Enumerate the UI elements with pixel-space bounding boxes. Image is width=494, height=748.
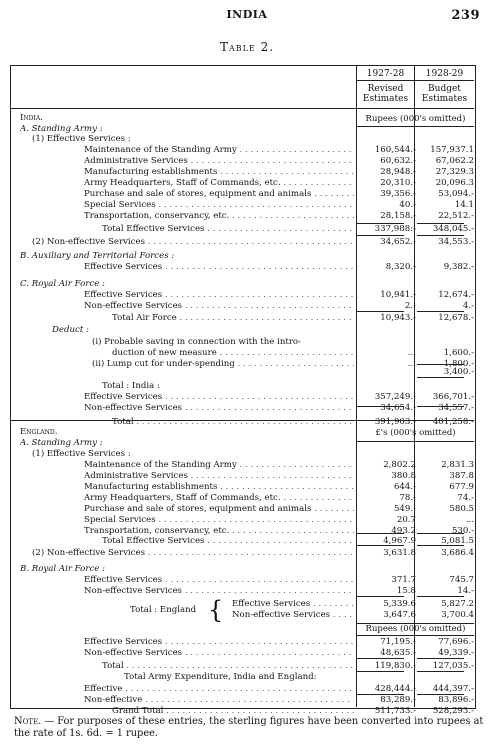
england-total-row: [12, 599, 472, 610]
india-row: [12, 392, 472, 403]
grand-total-revised-value: 83,289.-: [380, 695, 416, 705]
india-label: C. Royal Air Force :: [20, 279, 105, 289]
england-rupee-revised-value: 119,830.-: [374, 661, 416, 671]
england-row: [12, 438, 472, 449]
india-label: Transportation, conservancy, etc. . . .: [84, 211, 354, 222]
grand-total-revised-value: 511,733.-: [374, 706, 416, 716]
brace: {: [208, 596, 224, 624]
india-label: Deduct :: [52, 325, 89, 335]
england-revised-value: 644.-: [393, 482, 416, 492]
england-total-label: Non-effective Services . . .: [232, 610, 354, 621]
india-row: [12, 211, 472, 222]
india-revised-value: 10,943.-: [380, 313, 416, 323]
england-row: [12, 449, 472, 460]
india-label: Maintenance of the Standing Army . . .: [84, 145, 354, 156]
india-row: [12, 156, 472, 167]
india-row: [12, 290, 472, 301]
england-row: [12, 482, 472, 493]
england-total-label: Total : England: [130, 605, 197, 615]
rule: [357, 545, 404, 546]
grand-total-row: [12, 695, 472, 706]
england-heading: England.: [20, 427, 58, 437]
rule: [357, 694, 404, 695]
india-row: [12, 337, 472, 348]
england-label: B. Royal Air Force :: [20, 564, 105, 574]
rule: [417, 364, 464, 365]
india-budget-value: 20,096.3: [435, 178, 474, 188]
india-label: Non-effective Services . . .: [84, 301, 354, 312]
england-total-revised-value: 5,339.6: [383, 599, 416, 609]
grand-total-revised-value: 428,444.-: [374, 684, 416, 694]
grand-total-budget-value: 528,293.-: [432, 706, 474, 716]
india-revised-value: 337,988:-: [374, 224, 416, 234]
india-revised-value: 28,948.-: [380, 167, 416, 177]
grand-total-label: Non-effective . . .: [84, 695, 354, 706]
india-row: [12, 262, 472, 273]
india-budget-value: 157,937.1: [430, 145, 474, 155]
england-budget-value: 14.-: [457, 586, 474, 596]
england-label: Maintenance of the Standing Army . . .: [84, 460, 354, 471]
england-budget-value: 387.8: [449, 471, 474, 481]
rule: [357, 235, 404, 236]
india-budget-value: 34,557.-: [438, 403, 474, 413]
england-label: A. Standing Army :: [20, 438, 103, 448]
england-revised-value: 371.7: [391, 575, 416, 585]
england-row: [12, 515, 472, 526]
col2-year: 1928-29: [425, 69, 464, 79]
india-budget-value: 1,800.-: [443, 359, 474, 369]
col2-sub1: Budget: [428, 84, 461, 94]
india-row: [12, 367, 472, 378]
india-row: [12, 313, 472, 324]
rule: [417, 223, 464, 224]
england-revised-value: 493.2: [391, 526, 416, 536]
england-units: £'s (000's omitted): [375, 428, 456, 438]
running-title: INDIA: [226, 8, 268, 21]
england-label: Effective Services . . .: [84, 575, 354, 586]
footnote-text: — For purposes of these entries, the sterling figures have been converted into rupees at the rate of 1s. 6d. = 1 rupee.: [14, 716, 484, 739]
england-rupee-row: [12, 637, 472, 648]
india-revised-value: 60,632.-: [380, 156, 416, 166]
india-budget-value: 9,382.-: [443, 262, 474, 272]
england-budget-value: 745.7: [449, 575, 474, 585]
england-label: Total Effective Services . . .: [102, 536, 354, 547]
england-revised-value: 3,631.8: [383, 548, 416, 558]
england-label: Administrative Services . . .: [84, 471, 354, 482]
india-revised-value: ...: [407, 359, 416, 369]
page-number: 239: [451, 8, 480, 23]
india-row: [12, 251, 472, 262]
england-revised-value: 549.-: [393, 504, 416, 514]
india-budget-value: 348,045.-: [432, 224, 474, 234]
india-units: Rupees (000's omitted): [365, 114, 466, 124]
india-label: Administrative Services . . .: [84, 156, 354, 167]
england-revised-value: 15.8: [396, 586, 416, 596]
india-label: (2) Non-effective Services . . .: [32, 237, 354, 248]
england-rupee-label: Total . . .: [102, 661, 354, 672]
india-budget-value: 4.-: [462, 301, 474, 311]
india-revised-value: 8,320.-: [385, 262, 416, 272]
footnote-prefix: Note.: [14, 716, 42, 727]
header-bottom-rule: [10, 108, 474, 109]
england-revised-value: 4,967.9: [383, 536, 416, 546]
england-rupee-budget-value: 49,339.-: [438, 648, 474, 658]
section-divider: [10, 420, 474, 421]
india-label: Total : India :: [102, 381, 160, 391]
england-revised-value: 380.8: [391, 471, 416, 481]
india-label: Non-effective Services . . .: [84, 403, 354, 414]
india-budget-value: 12,674.-: [438, 290, 474, 300]
india-revised-value: 39,356.-: [380, 189, 416, 199]
india-label: (1) Effective Services :: [32, 134, 131, 144]
grand-total-budget-value: 444,397.-: [432, 684, 474, 694]
india-budget-value: 366,701.-: [432, 392, 474, 402]
india-label: (i) Probable saving in connection with the intro-: [92, 337, 302, 347]
england-budget-value: 5,081.5: [441, 536, 474, 546]
rule: [417, 235, 464, 236]
india-revised-value: 160,544.-: [374, 145, 416, 155]
england-budget-value: 74.-: [457, 493, 474, 503]
england-revised-value: 78.-: [399, 493, 416, 503]
england-rupee-revised-value: 48,635.-: [380, 648, 416, 658]
india-revised-value: 10,941.-: [380, 290, 416, 300]
india-revised-value: 34,654.-: [380, 403, 416, 413]
england-label: Purchase and sale of stores, equipment and animals . . .: [84, 504, 354, 515]
india-row: [12, 279, 472, 290]
grand-total-label: Effective . . .: [84, 684, 354, 695]
england-total-row: [12, 610, 472, 621]
india-label: (ii) Lump cut for under-spending . . .: [92, 359, 354, 370]
rule: [417, 377, 464, 378]
england-budget-value: 677.9: [449, 482, 474, 492]
india-label: A. Standing Army :: [20, 124, 103, 134]
india-label: Effective Services . . .: [84, 290, 354, 301]
england-rupee-label: Effective Services . . .: [84, 637, 354, 648]
india-budget-value: 27,329.3: [435, 167, 474, 177]
england-row: [12, 564, 472, 575]
rule: [417, 545, 464, 546]
india-budget-value: 3,400.-: [443, 367, 474, 377]
india-budget-value: 401,258.-: [432, 417, 474, 427]
india-label: Total Effective Services . . .: [102, 224, 354, 235]
grand-heading-row: [12, 672, 472, 683]
india-heading: India.: [20, 113, 43, 123]
grand-heading: Total Army Expenditure, India and England:: [124, 672, 317, 682]
rule: [417, 596, 464, 597]
col2-sub2: Estimates: [421, 94, 468, 104]
england-budget-value: 2,831.3: [441, 460, 474, 470]
england-row: [12, 548, 472, 559]
england-rupee-label: Non-effective Services . . .: [84, 648, 354, 659]
table-title: Table 2.: [219, 40, 275, 54]
rule: [417, 311, 464, 312]
rule: [417, 406, 464, 407]
england-label: (1) Effective Services :: [32, 449, 131, 459]
year-underline: [356, 80, 474, 81]
rule: [357, 533, 404, 534]
india-label: Special Services . . .: [84, 200, 354, 211]
india-label: Army Headquarters, Staff of Commands, etc. . . .: [84, 178, 354, 189]
col1-sub1: Revised: [367, 84, 404, 94]
rule: [357, 596, 404, 597]
india-row: [12, 178, 472, 189]
india-revised-value: 20,310.-: [380, 178, 416, 188]
india-revised-value: 34,652.-: [380, 237, 416, 247]
england-label: (2) Non-effective Services . . .: [32, 548, 354, 559]
england-row: [12, 504, 472, 515]
india-row: [12, 381, 472, 392]
india-budget-value: 34,553.-: [438, 237, 474, 247]
india-budget-value: 12,678.-: [438, 313, 474, 323]
india-revised-value: 391,903.-: [374, 417, 416, 427]
india-row: [12, 237, 472, 248]
india-label: Purchase and sale of stores, equipment and animals . . .: [84, 189, 354, 200]
india-row: [12, 134, 472, 145]
england-budget-value: 3,686.4: [441, 548, 474, 558]
england-row: [12, 493, 472, 504]
england-total-budget-value: 5,827.2: [441, 599, 474, 609]
col1-year: 1927-28: [366, 69, 405, 79]
india-label: Total . . .: [112, 417, 354, 428]
england-row: [12, 460, 472, 471]
india-budget-value: 1,600.-: [443, 348, 474, 358]
rule: [357, 311, 404, 312]
india-budget-value: 22,512.-: [438, 211, 474, 221]
grand-total-label: Grand Total . . .: [112, 706, 354, 717]
india-row: [12, 325, 472, 336]
india-row: [12, 167, 472, 178]
india-label: Effective Services . . .: [84, 392, 354, 403]
england-label: Transportation, conservancy, etc. . . .: [84, 526, 354, 537]
rule: [356, 635, 474, 636]
england-label: Manufacturing establishments . . .: [84, 482, 354, 493]
india-label: B. Auxiliary and Territorial Forces :: [20, 251, 175, 261]
rule: [417, 658, 464, 659]
india-label: Manufacturing establishments . . .: [84, 167, 354, 178]
england-label: Non-effective Services . . .: [84, 586, 354, 597]
india-revised-value: 28,158.-: [380, 211, 416, 221]
england-budget-value: ...: [465, 515, 474, 525]
india-revised-value: 357,249.-: [374, 392, 416, 402]
england-revised-value: 2,802.2: [383, 460, 416, 470]
england-rupee-revised-value: 71,195.-: [380, 637, 416, 647]
rule: [357, 658, 404, 659]
england-row: [12, 575, 472, 586]
india-label: Effective Services . . .: [84, 262, 354, 273]
england-rupee-budget-value: 127,035.-: [432, 661, 474, 671]
england-budget-value: 580.5: [449, 504, 474, 514]
rule: [417, 694, 464, 695]
rule: [417, 533, 464, 534]
england-budget-value: 530.-: [451, 526, 474, 536]
england-label: Army Headquarters, Staff of Commands, etc. . . .: [84, 493, 354, 504]
col1-sub2: Estimates: [362, 94, 409, 104]
india-revised-value: 40.-: [399, 200, 416, 210]
rule: [357, 406, 404, 407]
england-label: Special Services . . .: [84, 515, 354, 526]
england-total-budget-value: 3,700.4: [441, 610, 474, 620]
india-budget-value: 67,062.2: [435, 156, 474, 166]
india-label: duction of new measure . . .: [112, 348, 354, 359]
india-row: [12, 189, 472, 200]
england-total-label: Effective Services . . .: [232, 599, 354, 610]
india-budget-value: 53,094.-: [438, 189, 474, 199]
england-total-revised-value: 3,647.6: [383, 610, 416, 620]
india-row: [12, 403, 472, 414]
england-revised-value: 20.7: [396, 515, 416, 525]
india-row: [12, 348, 472, 359]
grand-total-budget-value: 83,896.-: [438, 695, 474, 705]
footnote: [14, 716, 484, 740]
india-row: [12, 200, 472, 211]
rule: [357, 223, 404, 224]
england-rupee-units: Rupees (000's omitted): [365, 624, 466, 634]
india-revised-value: ...: [407, 348, 416, 358]
india-row: [12, 145, 472, 156]
india-label: Total Air Force . . .: [112, 313, 354, 324]
england-rupee-budget-value: 77,696.-: [438, 637, 474, 647]
india-row: [12, 224, 472, 235]
india-revised-value: 2.-: [404, 301, 416, 311]
england-row: [12, 471, 472, 482]
india-budget-value: 14.1: [454, 200, 474, 210]
